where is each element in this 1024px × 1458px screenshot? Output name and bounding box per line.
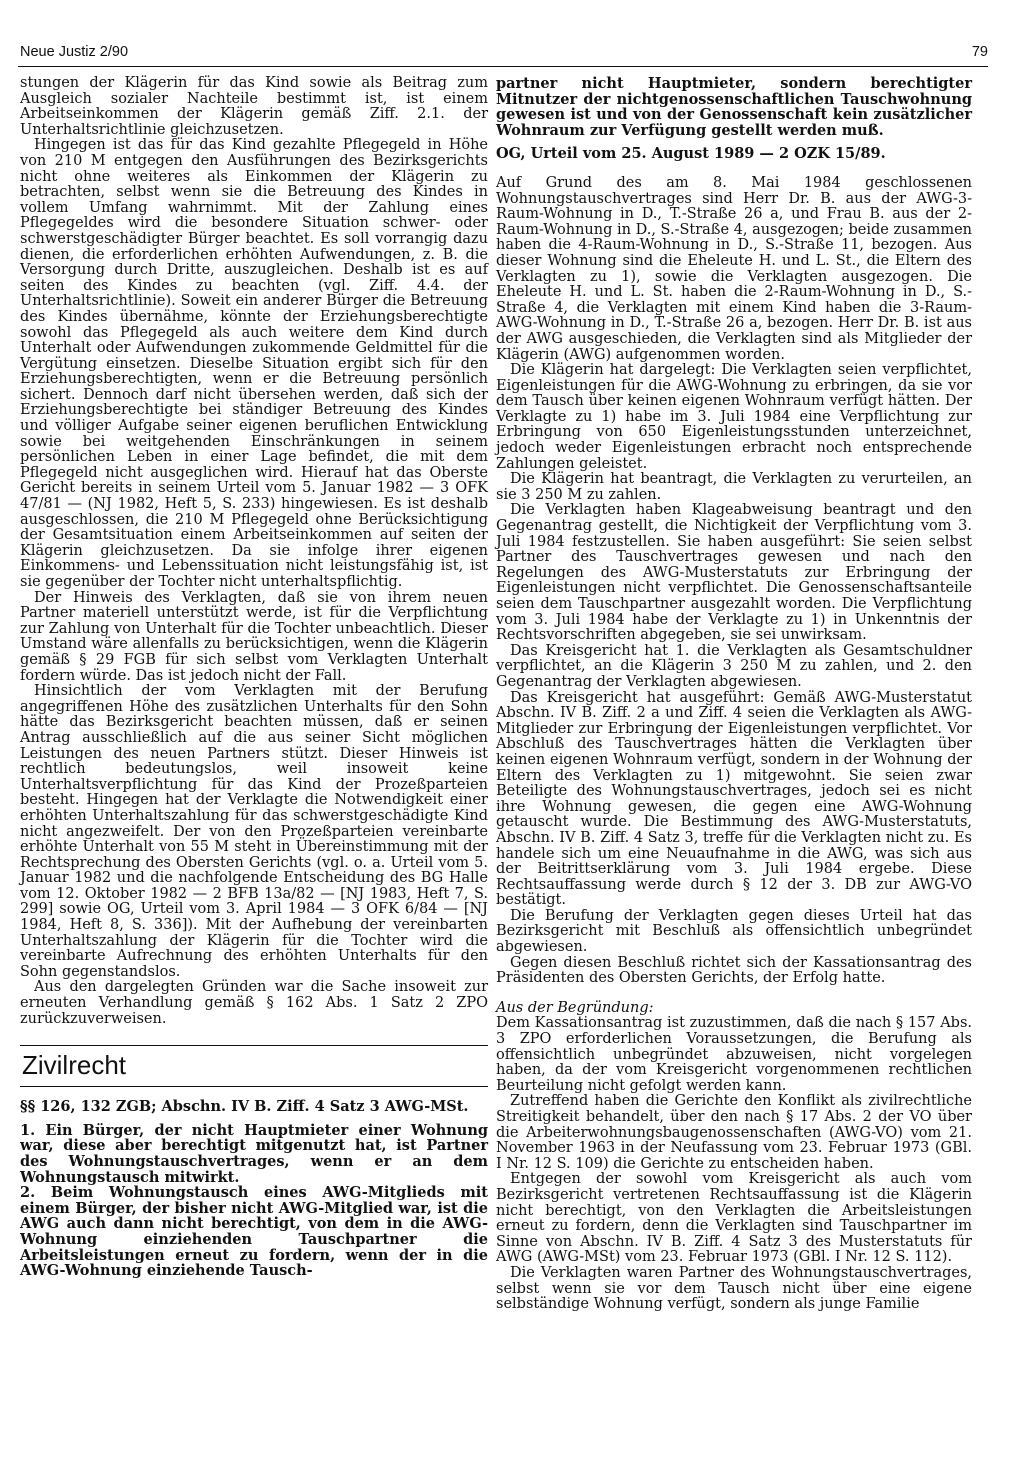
journal-title: Neue Justiz 2/90: [20, 44, 129, 60]
facts-paragraph: Die Berufung der Verklagten gegen dieses Urteil hat das Bezirksgericht mit Beschluß als offensichtlich unbegründet abgewiesen.: [496, 907, 972, 956]
body-paragraph: Hinsichtlich der vom Verklagten mit der Berufung angegriffenen Höhe des zusätzlichen Unterhalts für den Sohn hätte das Bezirksgericht beachten müssen, daß er seinen Antrag ausschließlich auf die aus seiner Sicht möglichen Leistungen des neuen Partners stützt. Dieser Hinweis ist rechtlich bedeutungslos, weil insoweit keine Unterhaltsverpflichtung für das Kind der Prozeßparteien besteht. Hingegen hat der Verklagte die Notwendigkeit einer erhöhten Unterhaltszahlung für das schwerstgeschädigte Kind nicht angezweifelt. Der von den Prozeßparteien vereinbarte erhöhte Unterhalt von 55 M steht in Übereinstimmung mit der Rechtsprechung des Obersten Gerichts (vgl. o. a. Urteil vom 5. Januar 1982 und die nachfolgende Entscheidung des BG Halle vom 12. Oktober 1982 — 2 BFB 13a/82 — [NJ 1983, Heft 7, S. 299] sowie OG, Urteil vom 3. April 1984 — 3 OFK 6/84 — [NJ 1984, Heft 8, S. 336]). Mit der Aufhebung der vereinbarten Unterhaltszahlung der Klägerin für die Tochter wird die vereinbarte Aufrechnung des erhöhten Unterhalts für den Sohn gegenstandslos.: [20, 683, 488, 980]
norm-heading: §§ 126, 132 ZGB; Abschn. IV B. Ziff. 4 Satz 3 AWG-MSt.: [20, 1098, 469, 1116]
facts-paragraph: Auf Grund des am 8. Mai 1984 geschlossenen Wohnungstauschvertrages sind Herr Dr. B. aus der AWG-3-Raum-Wohnung in D., T.-Straße 26 a, und Frau B. aus der 2-Raum-Wohnung in D., S.-Straße 4, ausgezogen; beide zusammen haben die 4-Raum-Wohnung in D., S.-Straße 11, bezogen. Aus dieser Wohnung sind die Eheleute H. und L. St., die Eltern des Verklagten zu 1), sowie die Verklagten ausgezogen. Die Eheleute H. und L. St. haben die 2-Raum-Wohnung in D., S.-Straße 4, die Verklagten mit einem Kind haben die 3-Raum-AWG-Wohnung in D., T.-Straße 26 a, bezogen. Herr Dr. B. ist aus der AWG ausgeschieden, die Verklagten sind als Mitglieder der Klägerin (AWG) aufgenommen worden.: [496, 174, 972, 363]
left-column: [20, 76, 488, 1279]
body-paragraph: Aus den dargelegten Gründen war die Sache insoweit zur erneuten Verhandlung gemäß § 162 Abs. 1 Satz 2 ZPO zurückzuverweisen.: [20, 979, 488, 1027]
right-column: [496, 76, 972, 1313]
page-number: 79: [971, 44, 988, 60]
body-paragraph: stungen der Klägerin für das Kind sowie als Beitrag zum Ausgleich sozialer Nachteile bestimmt ist, ist einem Arbeitseinkommen der Klägerin gemäß Ziff. 2.1. der Unterhaltsrichtlinie gleichzusetzen.: [20, 75, 488, 138]
headnote-2: 2. Beim Wohnungstausch eines AWG-Mitglieds mit einem Bürger, der bisher nicht AWG-Mitglied war, ist die AWG auch dann nicht berechtigt, von dem in die AWG-Wohnung einziehenden Tauschpartner die Arbeitsleistungen erneut zu fordern, wenn der in die AWG-Wohnung einziehende Tausch-: [20, 1184, 488, 1280]
facts-paragraph: Gegen diesen Beschluß richtet sich der Kassationsantrag des Präsidenten des Obersten Gerichts, der Erfolg hatte.: [496, 954, 972, 987]
reasons-paragraph: Entgegen der sowohl vom Kreisgericht als auch vom Bezirksgericht vertretenen Rechtsauffassung ist die Klägerin nicht berechtigt, von den Verklagten die Arbeitsleistungen erneut zu fordern, denn die Verklagten sind Tauschpartner im Sinne von Abschn. IV B. Ziff. 4 Satz 3 des Musterstatuts für AWG (AWG-MSt) vom 23. Februar 1973 (GBl. I Nr. 12 S. 112).: [496, 1171, 972, 1266]
reasons-paragraph: Zutreffend haben die Gerichte den Konflikt als zivilrechtliche Streitigkeit behandelt, über den nach § 17 Abs. 2 der VO über die Arbeiterwohnungsbaugenossenschaften (AWG-VO) vom 21. November 1963 in der Neufassung vom 23. Februar 1973 (GBl. I Nr. 12 S. 109) die Gerichte zu entscheiden haben.: [496, 1093, 972, 1172]
decision-citation: OG, Urteil vom 25. August 1989 — 2 OZK 15/89.: [496, 145, 886, 163]
facts-paragraph: Die Klägerin hat dargelegt: Die Verklagten seien verpflichtet, Eigenleistungen für die AWG-Wohnung zu erbringen, da sie vor dem Tausch über keinen eigenen Wohnraum verfügt hätten. Der Verklagte zu 1) habe im 3. Juli 1984 eine Verpflichtung zur Erbringung von 650 Eigenleistungsstunden unterzeichnet, jedoch weder Eigenleistungen erbracht noch entsprechende Zahlungen geleistet.: [496, 362, 972, 472]
reasons-paragraph: Dem Kassationsantrag ist zuzustimmen, daß die nach § 157 Abs. 3 ZPO erforderlichen Voraussetzungen, die Berufung als offensichtlich unbegründet abzuweisen, nicht vorgelegen haben, da der vom Kreisgericht vorgenommenen rechtlichen Beurteilung nicht gefolgt werden kann.: [496, 1015, 972, 1094]
facts-paragraph: Die Verklagten haben Klageabweisung beantragt und den Gegenantrag gestellt, die Nichtigkeit der Verpflichtung vom 3. Juli 1984 festzustellen. Sie haben ausgeführt: Sie seien selbst Partner des Tauschvertrages gewesen und nach den Regelungen des AWG-Musterstatuts zur Erbringung der Eigenleistungen nicht verpflichtet. Die Genossenschaftsanteile seien dem Tauschpartner ausgezahlt worden. Die Verpflichtung vom 3. Juli 1984 habe der Verklagte zu 1) in Unkenntnis der Rechtsvorschriften abgegeben, sie sei unwirksam.: [496, 502, 972, 644]
reasons-paragraph: Die Verklagten waren Partner des Wohnungstauschvertrages, selbst wenn sie vor dem Tausch nicht über eine eigene selbständige Wohnung verfügt, sondern als junge Familie: [496, 1264, 972, 1313]
running-header: [18, 44, 988, 67]
headnote-continuation: partner nicht Hauptmieter, sondern berechtigter Mitnutzer der nichtgenossenschaftlichen Tauschwohnung gewesen ist und von der Genossenschaft kein zusätzlicher Wohnraum zur Verfügung gestellt werden muß.: [496, 75, 972, 139]
facts-paragraph: Das Kreisgericht hat ausgeführt: Gemäß AWG-Musterstatut Abschn. IV B. Ziff. 2 a und Ziff. 4 seien die Verklagten als AWG-Mitglieder zur Erbringung der Eigenleistungen verpflichtet. Vor Abschluß des Tauschvertrages hätten die Verklagten über keinen eigenen Wohnraum verfügt, sondern in der Wohnung der Eltern des Verklagten zu 1) mitgewohnt. Sie seien zwar Beteiligte des Wohnungstauschvertrages, jedoch sei es nicht ihre Wohnung gewesen, die gegen eine AWG-Wohnung getauscht wurde. Die Bestimmung des AWG-Musterstatuts, Abschn. IV B. Ziff. 4 Satz 3, treffe für die Verklagten nicht zu. Es handele sich um eine Neuaufnahme in die AWG, was sich aus der Beitrittserklärung vom 3. Juli 1984 ergebe. Diese Rechtsauffassung werde durch § 12 der 3. DB zur AWG-VO bestätigt.: [496, 689, 972, 909]
section-title: Zivilrecht: [20, 1045, 488, 1087]
spacer: [496, 162, 972, 176]
facts-paragraph: Die Klägerin hat beantragt, die Verklagten zu verurteilen, an sie 3 250 M zu zahlen.: [496, 471, 972, 503]
body-paragraph: Hingegen ist das für das Kind gezahlte Pflegegeld in Höhe von 210 M entgegen den Ausführungen des Bezirksgerichts nicht ohne weiteres als Einkommen der Klägerin zu betrachten, selbst wenn sie die Betreuung des Kindes in vollem Umfang wahrnimmt. Mit der Zahlung eines Pflegegeldes wird die besondere Situation schwer- oder schwerstgeschädigter Bürger beachtet. Es soll vorrangig dazu dienen, die erforderlichen erhöhten Aufwendungen, z. B. die Versorgung durch Dritte, auszugleichen. Deshalb ist es auf seiten des Kindes zu beachten (vgl. Ziff. 4.4. der Unterhaltsrichtlinie). Soweit ein anderer Bürger die Betreuung des Kindes übernähme, könnte der Erziehungsberechtigte sowohl das Pflegegeld als auch weitere dem Kind durch Unterhalt oder Aufwendungen zukommende Geldmittel für die Vergütung einsetzen. Dieselbe Situation ergibt sich für den Erziehungsberechtigten, wenn er die Betreuung persönlich sichert. Dennoch darf nicht übersehen werden, daß sich der Erziehungsberechtigte bei ständiger Betreuung des Kindes und völliger Aufgabe seiner eigenen beruflichen Entwicklung sowie bei weitgehenden Einschränkungen in seinem persönlichen Leben in einer Lage befindet, die mit dem Pflegegeld nicht ausgeglichen wird. Hierauf hat das Oberste Gericht bereits in seinem Urteil vom 5. Januar 1982 — 3 OFK 47/81 — (NJ 1982, Heft 5, S. 233) hingewiesen. Es ist deshalb ausgeschlossen, die 210 M Pflegegeld ohne Berücksichtigung der Gesamtsituation einem Arbeitseinkommen auf seiten der Klägerin gleichzusetzen. Da sie infolge ihrer eigenen Einkommens- und Lebenssituation nicht leistungsfähig ist, ist sie gegenüber der Tochter nicht unterhaltspflichtig.: [20, 137, 488, 590]
body-paragraph: Der Hinweis des Verklagten, daß sie von ihrem neuen Partner materiell unterstützt werde, ist für die Verpflichtung zur Zahlung von Unterhalt für die Tochter unbeachtlich. Dieser Umstand wäre allenfalls zu berücksichtigen, wenn die Klägerin gemäß § 29 FGB für sich selbst vom Verklagten Unterhalt fordern würde. Das ist jedoch nicht der Fall.: [20, 589, 488, 684]
headnote-1: 1. Ein Bürger, der nicht Hauptmieter einer Wohnung war, diese aber berechtigt mitgenutzt hat, ist Partner des Wohnungstauschvertrages, wenn er an dem Wohnungstausch mitwirkt.: [20, 1121, 488, 1186]
reasons-heading: Aus der Begründung:: [496, 999, 654, 1016]
facts-paragraph: Das Kreisgericht hat 1. die Verklagten als Gesamtschuldner verpflichtet, an die Klägerin 3 250 M zu zahlen, und 2. den Gegenantrag der Verklagten abgewiesen.: [496, 642, 972, 690]
spacer: [496, 987, 972, 1001]
